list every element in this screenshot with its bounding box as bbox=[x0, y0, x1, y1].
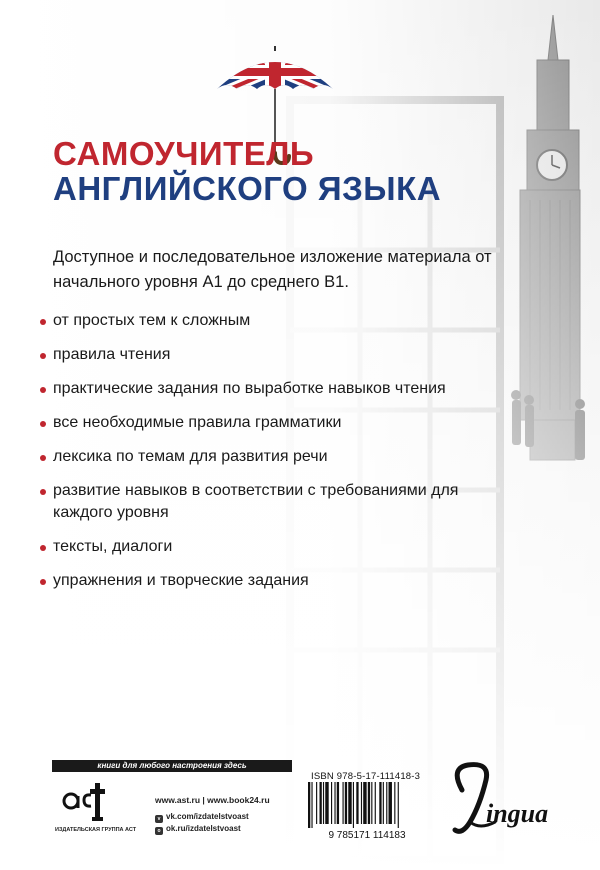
bullet-icon bbox=[40, 579, 46, 585]
bullet-icon bbox=[40, 455, 46, 461]
vk-icon: v bbox=[155, 815, 163, 823]
barcode-bar bbox=[316, 782, 317, 824]
barcode bbox=[302, 782, 432, 840]
barcode-bar bbox=[361, 782, 362, 824]
barcode-bar bbox=[389, 782, 392, 824]
bullet-icon bbox=[40, 387, 46, 393]
barcode-bar bbox=[343, 782, 344, 824]
feature-item bbox=[40, 344, 490, 366]
barcode-bar bbox=[348, 782, 351, 824]
barcode-bar bbox=[323, 782, 324, 824]
bullet-icon bbox=[40, 421, 46, 427]
barcode-bar bbox=[325, 782, 328, 824]
barcode-bar bbox=[383, 782, 384, 824]
feature-item bbox=[40, 412, 490, 434]
barcode-bar bbox=[334, 782, 335, 824]
feature-item bbox=[40, 536, 490, 558]
isbn-text: ISBN 978-5-17-111418-3 bbox=[311, 771, 421, 782]
ast-logo-icon bbox=[58, 777, 110, 827]
lingua-logo bbox=[450, 760, 560, 840]
feature-item bbox=[40, 570, 490, 592]
barcode-bar bbox=[337, 782, 339, 824]
feature-text: практические задания по выработке навыков чтения bbox=[53, 380, 446, 397]
intro-paragraph: Доступное и последовательное изложение материала от начального уровня А1 до среднего В1. bbox=[53, 248, 492, 291]
title-line-1: САМОУЧИТЕЛЬ bbox=[53, 135, 315, 172]
ok-icon: o bbox=[155, 827, 163, 835]
bullet-icon bbox=[40, 319, 46, 325]
feature-text: упражнения и творческие задания bbox=[53, 572, 309, 589]
barcode-bar bbox=[398, 782, 399, 828]
feature-text: развитие навыков в соответствии с требованиями для каждого уровня bbox=[53, 482, 459, 521]
feature-text: все необходимые правила грамматики bbox=[53, 414, 342, 431]
feature-item bbox=[40, 378, 490, 400]
barcode-bar bbox=[311, 782, 312, 828]
publisher-tagline: книги для любого настроения здесь bbox=[52, 760, 292, 772]
barcode-bar bbox=[379, 782, 381, 824]
vk-text: vk.com/izdatelstvoast bbox=[166, 812, 249, 821]
vk-link bbox=[155, 812, 249, 823]
barcode-bar bbox=[363, 782, 366, 824]
bullet-icon bbox=[40, 545, 46, 551]
feature-text: правила чтения bbox=[53, 346, 171, 363]
feature-item bbox=[40, 446, 490, 468]
barcode-bar bbox=[356, 782, 358, 824]
feature-list bbox=[40, 310, 490, 604]
feature-text: лексика по темам для развития речи bbox=[53, 448, 328, 465]
barcode-bar bbox=[308, 782, 310, 828]
ok-text: ok.ru/izdatelstvoast bbox=[166, 824, 241, 833]
barcode-bar bbox=[345, 782, 347, 824]
barcode-bar bbox=[331, 782, 332, 824]
barcode-bar bbox=[375, 782, 376, 824]
title-line-2: АНГЛИЙСКОГО ЯЗЫКА bbox=[53, 170, 442, 207]
bullet-icon bbox=[40, 489, 46, 495]
barcode-bar bbox=[353, 782, 354, 828]
barcode-number: 9 785171 114183 bbox=[328, 830, 406, 840]
ok-link bbox=[155, 824, 241, 835]
feature-text: тексты, диалоги bbox=[53, 538, 173, 555]
bullet-icon bbox=[40, 353, 46, 359]
barcode-bar bbox=[320, 782, 322, 824]
barcode-bar bbox=[371, 782, 372, 824]
lingua-wordmark: ingua bbox=[486, 799, 549, 828]
feature-text: от простых тем к сложным bbox=[53, 312, 251, 329]
website-links: www.ast.ru | www.book24.ru bbox=[155, 795, 270, 805]
barcode-bar bbox=[368, 782, 370, 824]
feature-item bbox=[40, 480, 490, 524]
barcode-bar bbox=[386, 782, 387, 824]
barcode-bar bbox=[394, 782, 395, 824]
feature-item bbox=[40, 310, 490, 332]
publisher-caption: ИЗДАТЕЛЬСКАЯ ГРУППА АСТ bbox=[55, 827, 137, 833]
